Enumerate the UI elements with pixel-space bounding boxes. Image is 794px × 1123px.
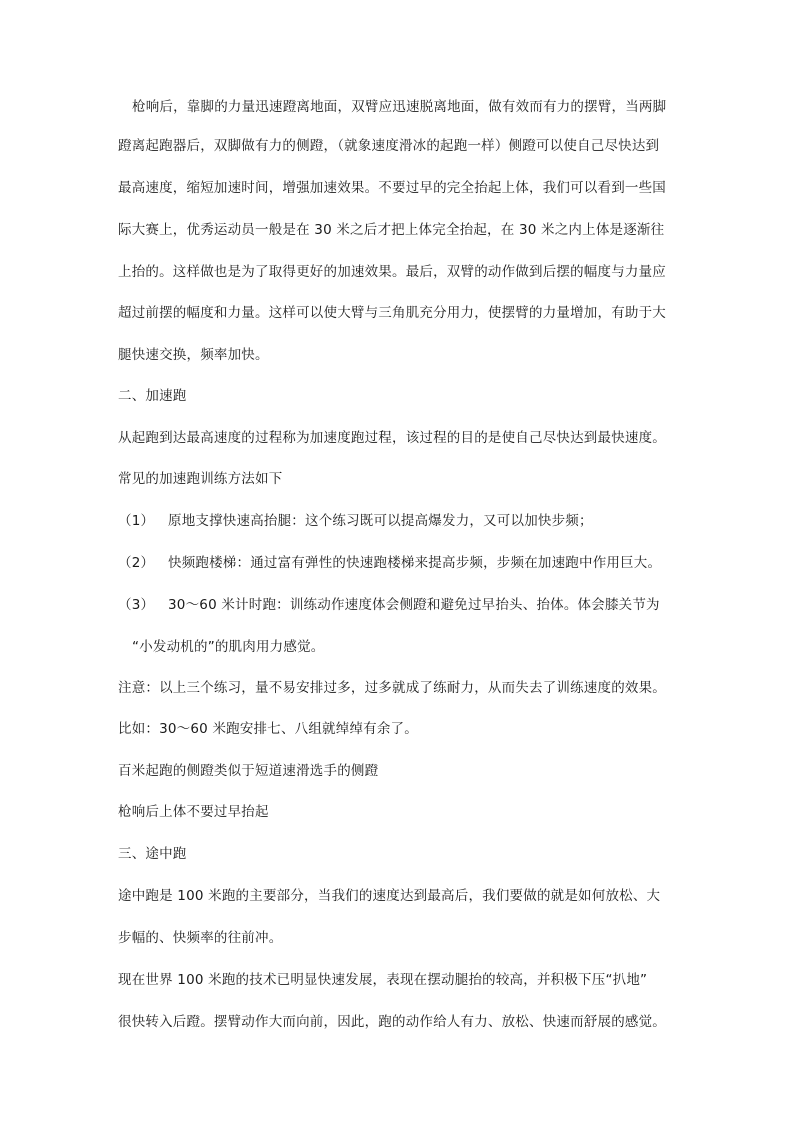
list-item-number: （2） <box>118 555 155 571</box>
intro-line-7: 腿快速交换，频率加快。 <box>118 347 269 363</box>
section-3-line-3: 现在世界 100 米跑的技术已明显快速发展，表现在摆动腿抬的较高，并积极下压“扒地” <box>118 972 648 988</box>
list-item <box>118 511 678 531</box>
section-3-line-4: 很快转入后蹬。摆臂动作大而向前，因此，跑的动作给人有力、放松、快速而舒展的感觉。 <box>118 1014 666 1030</box>
section-2-line-1: 从起跑到达最高速度的过程称为加速度跑过程，该过程的目的是使自己尽快达到最快速度。 <box>118 430 666 446</box>
note-line-2: 比如：30～60 米跑安排七、八组就绰绰有余了。 <box>118 721 418 737</box>
intro-line-3: 最高速度，缩短加速时间，增强加速效果。不要过早的完全抬起上体，我们可以看到一些国 <box>118 180 666 196</box>
list-item <box>118 595 678 615</box>
section-3-line-1: 途中跑是 100 米跑的主要部分，当我们的速度达到最高后，我们要做的就是如何放松、大 <box>118 888 661 904</box>
tip-line-2: 枪响后上体不要过早抬起 <box>118 804 269 820</box>
list-item-continuation: “小发动机的”的肌肉用力感觉。 <box>132 639 325 655</box>
intro-line-4: 际大赛上，优秀运动员一般是在 30 米之后才把上体完全抬起，在 30 米之内上体是逐渐往 <box>118 222 665 238</box>
list-item-number: （1） <box>118 513 155 529</box>
section-2-heading: 二、加速跑 <box>118 388 187 404</box>
section-2-line-2: 常见的加速跑训练方法如下 <box>118 471 283 487</box>
list-item-text: 30～60 米计时跑：训练动作速度体会侧蹬和避免过早抬头、抬体。体会膝关节为 <box>168 597 660 613</box>
tip-line-1: 百米起跑的侧蹬类似于短道速滑选手的侧蹬 <box>118 763 379 779</box>
list-item-text: 原地支撑快速高抬腿：这个练习既可以提高爆发力，又可以加快步频； <box>168 513 593 529</box>
note-line-1: 注意：以上三个练习，量不易安排过多，过多就成了练耐力，从而失去了训练速度的效果。 <box>118 680 666 696</box>
intro-line-2: 蹬离起跑器后，双脚做有力的侧蹬，（就象速度滑冰的起跑一样）侧蹬可以使自己尽快达到 <box>118 138 660 154</box>
list-item-number: （3） <box>118 597 155 613</box>
intro-line-6: 超过前摆的幅度和力量。这样可以使大臂与三角肌充分用力，使摆臂的力量增加，有助于大 <box>118 305 666 321</box>
section-3-line-2: 步幅的、快频率的往前冲。 <box>118 930 283 946</box>
intro-line-5: 上抬的。这样做也是为了取得更好的加速效果。最后，双臂的动作做到后摆的幅度与力量应 <box>118 264 666 280</box>
list-item-text: 快频跑楼梯：通过富有弹性的快速跑楼梯来提高步频，步频在加速跑中作用巨大。 <box>168 555 662 571</box>
list-item <box>118 553 678 573</box>
section-3-heading: 三、途中跑 <box>118 846 187 862</box>
intro-line-1: 枪响后，靠脚的力量迅速蹬离地面，双臂应迅速脱离地面，做有效而有力的摆臂，当两脚 <box>132 99 667 115</box>
